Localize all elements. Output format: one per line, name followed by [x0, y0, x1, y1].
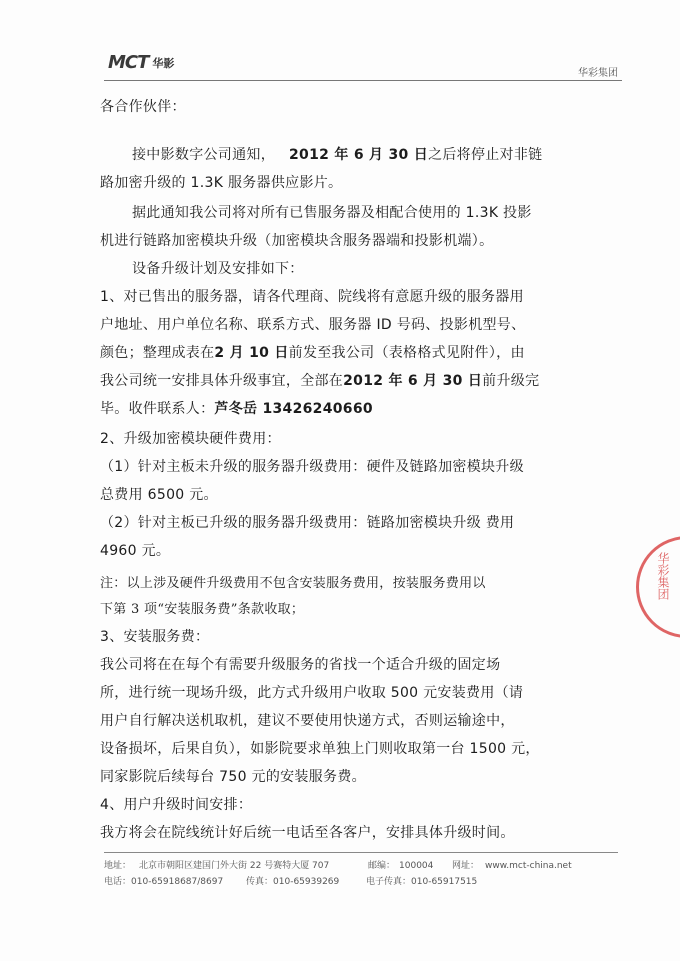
paragraph-1-line-2: 路加密升级的 1.3K 服务器供应影片。	[100, 175, 343, 191]
section-2-title: 2、升级加密模块硬件费用：	[100, 431, 281, 447]
footer-phone	[104, 874, 223, 887]
fax-label: 传真：	[246, 877, 274, 887]
logo-mark: MCT	[108, 52, 149, 73]
header-divider	[104, 80, 622, 81]
s1-contact: 芦冬岳 13426240660	[214, 401, 373, 417]
s1-deadline: 2 月 10 日	[214, 345, 289, 361]
footer-divider	[104, 852, 618, 853]
zip-label: 邮编：	[368, 861, 396, 871]
paragraph-2-line-1: 据此通知我公司将对所有已售服务器及相配合使用的 1.3K 投影	[132, 205, 532, 221]
section-2-2-line-1: （2）针对主板已升级的服务器升级费用：链路加密模块升级 费用	[100, 515, 515, 531]
paragraph-1-line-1	[132, 144, 542, 164]
note-line-1: 注：以上涉及硬件升级费用不包含安装服务费用，按装服务费用以	[100, 576, 486, 591]
efax-value: 010-65917515	[411, 877, 478, 887]
section-1-line-2: 户地址、用户单位名称、联系方式、服务器 ID 号码、投影机型号、	[100, 317, 526, 333]
section-1-line-4	[100, 370, 539, 390]
phone-value: 010-65918687/8697	[131, 877, 224, 887]
address-value: 北京市朝阳区建国门外大街 22 号赛特大厦 707	[139, 861, 330, 871]
s1-line3-text: 颜色；整理成表在	[100, 345, 215, 361]
section-2-1-line-1: （1）针对主板未升级的服务器升级费用：硬件及链路加密模块升级	[100, 459, 524, 475]
section-3-line-3: 用户自行解决送机取机，建议不要使用快递方式，否则运输途中，	[100, 713, 515, 729]
company-logo	[108, 52, 174, 73]
seal-text: 华彩集团	[656, 552, 670, 600]
web-value[interactable]: www.mct-china.net	[485, 861, 572, 871]
header-company-name: 华彩集团	[578, 68, 618, 79]
section-3-line-5: 同家影院后续每台 750 元的安装服务费。	[100, 769, 366, 785]
section-3-line-1: 我公司将在在每个有需要升级服务的省找一个适合升级的固定场	[100, 657, 501, 673]
paragraph-3: 设备升级计划及安排如下：	[132, 261, 304, 277]
paragraph-2-line-2: 机进行链路加密模块升级（加密模块含服务器端和投影机端）。	[100, 233, 494, 249]
p1-text: 接中影数字公司通知，	[132, 147, 275, 163]
s1-line4-text: 我公司统一安排具体升级事宜，全部在	[100, 373, 344, 389]
p1-text-end: 之后将停止对非链	[428, 147, 543, 163]
footer-fax	[246, 874, 339, 887]
efax-label: 电子传真：	[366, 877, 412, 887]
section-3-line-2: 所，进行统一现场升级，此方式升级用户收取 500 元安装费用（请	[100, 685, 524, 701]
section-1-line-3	[100, 342, 525, 362]
zip-value: 100004	[399, 861, 434, 871]
s1-contact-label: 毕。收件联系人：	[100, 401, 215, 417]
p1-date: 2012 年 6 月 30 日	[289, 147, 429, 163]
footer-efax	[366, 874, 477, 887]
footer-web	[452, 858, 572, 871]
section-4-line-1: 我方将会在院线统计好后统一电话至各客户，安排具体升级时间。	[100, 825, 515, 841]
logo-text: 华影	[152, 56, 175, 70]
section-1-line-5	[100, 398, 373, 418]
salutation: 各合作伙伴：	[100, 99, 186, 115]
s1-line3-text-end: 前发至我公司（表格格式见附件），由	[288, 345, 525, 361]
fax-value: 010-65939269	[273, 877, 340, 887]
section-3-line-4: 设备损坏，后果自负），如影院要求单独上门则收取第一台 1500 元，	[100, 741, 540, 757]
web-label: 网址：	[452, 861, 480, 871]
footer-zip	[368, 858, 433, 871]
section-3-title: 3、安装服务费：	[100, 629, 210, 645]
section-2-1-line-2: 总费用 6500 元。	[100, 487, 218, 503]
note-line-2: 下第 3 项“安装服务费”条款收取；	[100, 602, 305, 617]
s1-final-date: 2012 年 6 月 30 日	[343, 373, 483, 389]
section-2-2-line-2: 4960 元。	[100, 543, 171, 559]
section-1-line-1: 1、对已售出的服务器，请各代理商、院线将有意愿升级的服务器用	[100, 289, 524, 305]
phone-label: 电话：	[104, 877, 132, 887]
section-4-title: 4、用户升级时间安排：	[100, 797, 253, 813]
s1-line4-text-end: 前升级完	[482, 373, 540, 389]
address-label: 地址：	[104, 861, 132, 871]
footer-address	[104, 858, 329, 871]
